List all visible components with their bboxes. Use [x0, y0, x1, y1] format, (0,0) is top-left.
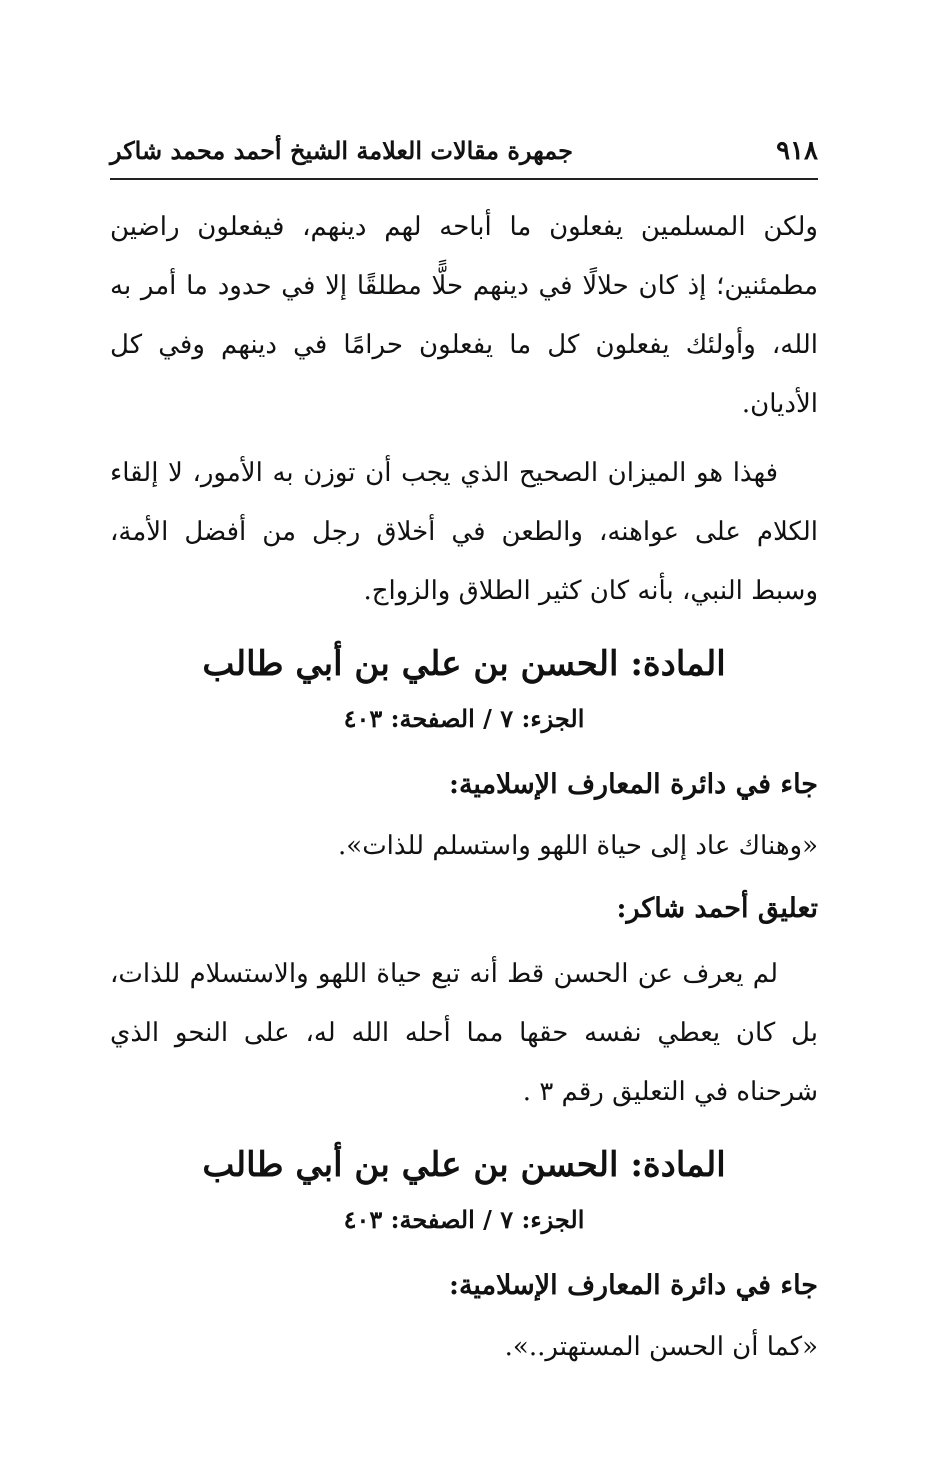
running-head	[110, 128, 818, 180]
encyclopedia-quote: «وهناك عاد إلى حياة اللهو واستسلم للذات».	[338, 831, 818, 861]
source-heading: جاء في دائرة المعارف الإسلامية:	[448, 769, 818, 800]
entry-reference: الجزء: ٧ / الصفحة: ٤٠٣	[343, 704, 585, 733]
book-title: جمهرة مقالات العلامة الشيخ أحمد محمد شاكر	[110, 136, 573, 165]
entry-reference: الجزء: ٧ / الصفحة: ٤٠٣	[343, 1205, 585, 1234]
header-rule	[110, 178, 818, 180]
source-heading: جاء في دائرة المعارف الإسلامية:	[448, 1270, 818, 1301]
comment-heading: تعليق أحمد شاكر:	[616, 893, 818, 924]
comment-text: لم يعرف عن الحسن قط أنه تبع حياة اللهو والاستسلام للذات، بل كان يعطي نفسه حقها مما أحله الله له، على النحو الذي شرحناه في التعليق رقم ٣ .	[110, 959, 818, 1107]
page-number: ٩١٨	[776, 136, 818, 166]
paragraph-continuation: ولكن المسلمين يفعلون ما أباحه لهم دينهم، فيفعلون راضين مطمئنين؛ إذ كان حلالًا في دينهم حلًّا مطلقًا إلا في حدود ما أمر به الله، وأولئك يفعلون كل ما يفعلون حرامًا في دينهم وفي كل الأديان.	[110, 212, 818, 419]
encyclopedia-quote: «كما أن الحسن المستهتر..».	[504, 1332, 818, 1362]
page-body	[110, 198, 818, 1382]
entry-title: المادة: الحسن بن علي بن أبي طالب	[202, 1145, 726, 1185]
paragraph-conclusion: فهذا هو الميزان الصحيح الذي يجب أن توزن به الأمور، لا إلقاء الكلام على عواهنه، والطعن في أخلاق رجل من أفضل الأمة، وسبط النبي، بأنه كان كثير الطلاق والزواج.	[110, 458, 818, 606]
entry-title: المادة: الحسن بن علي بن أبي طالب	[202, 644, 726, 684]
